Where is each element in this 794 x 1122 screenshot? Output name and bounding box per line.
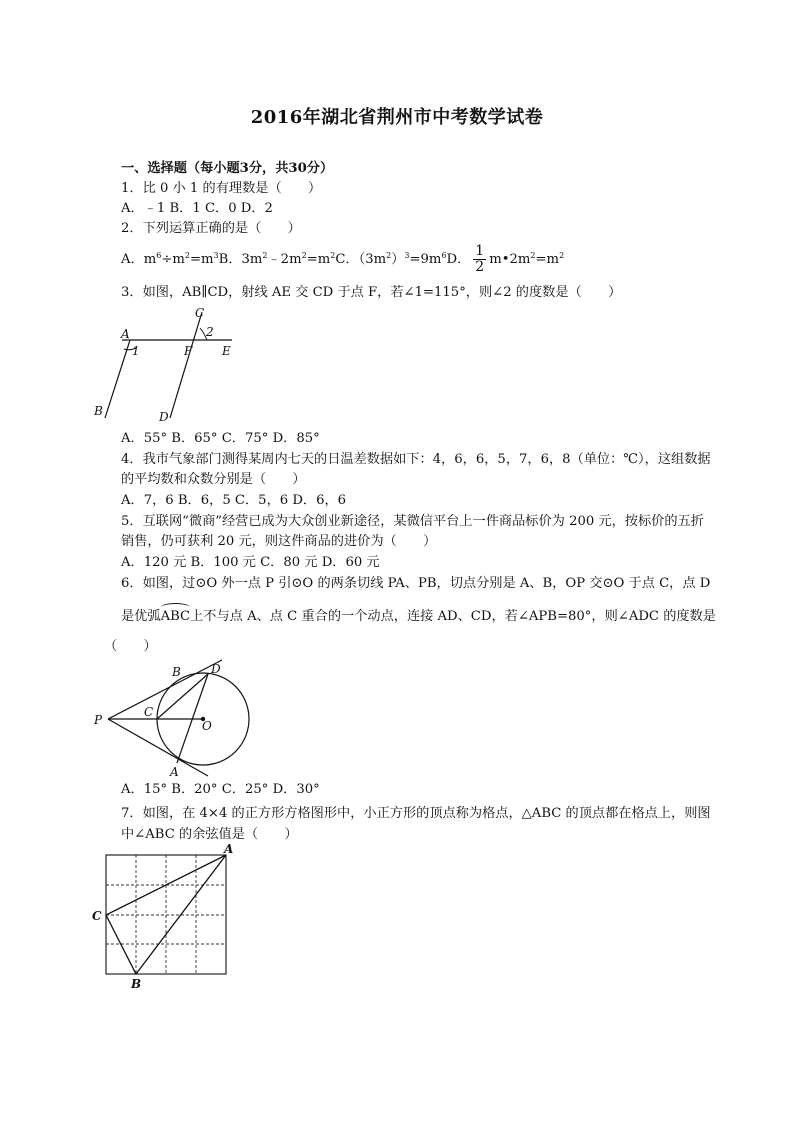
question-5-line-2: 销售，仍可获利 20 元，则这件商品的进价为（ ） bbox=[121, 534, 437, 549]
q2-c3-sup: 6 bbox=[441, 251, 447, 260]
q2-b2-sup: 2 bbox=[301, 251, 307, 260]
figure-q6-circle-tangents bbox=[90, 658, 260, 780]
figure-q3-parallel-lines bbox=[90, 300, 250, 428]
label-a: A bbox=[170, 765, 179, 779]
label-a: A bbox=[121, 327, 130, 341]
q2-a-text: A．m bbox=[121, 252, 157, 267]
q2-b3-sup: 2 bbox=[330, 251, 336, 260]
q2-d2-sup: 2 bbox=[530, 251, 536, 260]
q2-c-text: C．（3m bbox=[335, 252, 387, 267]
question-6-line-1: 6．如图，过⊙O 外一点 P 引⊙O 的两条切线 PA、PB，切点分别是 A、B，OP 交⊙O 于点 C，点 D bbox=[121, 576, 711, 591]
q6-line2-prefix: 是优弧 bbox=[121, 609, 161, 624]
grid-dashed bbox=[106, 855, 226, 974]
q2-a-sup: 6 bbox=[156, 251, 162, 260]
question-1-options: A．﹣1 B．1 C．0 D．2 bbox=[121, 201, 273, 216]
question-6-options: A．15° B．20° C．25° D．30° bbox=[121, 782, 320, 797]
q2-a2-sup: 2 bbox=[184, 251, 190, 260]
q2-c2-text: ） bbox=[391, 252, 405, 267]
tangent-pb bbox=[108, 660, 222, 719]
q2-d3-sup: 2 bbox=[559, 251, 565, 260]
fraction-numerator: 1 bbox=[475, 243, 485, 259]
label-b: B bbox=[94, 404, 103, 418]
line-cd bbox=[170, 312, 202, 418]
page-title: 2016年湖北省荆州市中考数学试卷 bbox=[250, 107, 544, 128]
question-6-line-2 bbox=[121, 608, 716, 626]
fraction bbox=[473, 244, 486, 275]
q2-b-text: B．3m bbox=[218, 252, 263, 267]
label-c: C bbox=[195, 306, 205, 320]
figure-q7-grid-triangle bbox=[88, 842, 248, 992]
question-3-options: A．55° B．65° C．75° D．85° bbox=[121, 431, 320, 446]
q2-a3-sup: 3 bbox=[213, 251, 219, 260]
label-f: F bbox=[184, 344, 193, 358]
fraction-denominator: 2 bbox=[475, 259, 485, 275]
label-angle-2: 2 bbox=[206, 325, 214, 339]
label-e: E bbox=[222, 344, 231, 358]
question-2-options bbox=[121, 244, 564, 275]
label-d: D bbox=[159, 410, 169, 424]
q2-b2-text: ﹣2m bbox=[267, 252, 302, 267]
label-c: C bbox=[92, 909, 102, 923]
question-7-line-1: 7．如图，在 4×4 的正方形方格图形中，小正方形的顶点称为格点，△ABC 的顶点都在格点上，则图 bbox=[121, 806, 711, 821]
question-6-line-3: （ ） bbox=[104, 639, 157, 654]
question-1-stem: 1．比 0 小 1 的有理数是（ ） bbox=[121, 181, 322, 196]
q2-c3-text: =9m bbox=[409, 252, 442, 267]
section-heading: 一、选择题（每小题3分，共30分） bbox=[121, 161, 334, 176]
question-2-stem: 2．下列运算正确的是（ ） bbox=[121, 221, 301, 236]
label-c: C bbox=[144, 705, 154, 719]
question-4-line-1: 4．我市气象部门测得某周内七天的日温差数据如下：4，6，6，5，7，6，8（单位：℃），这组数据 bbox=[121, 452, 711, 467]
q2-b3-text: =m bbox=[306, 252, 331, 267]
label-b: B bbox=[172, 665, 181, 679]
question-7-line-2: 中∠ABC 的余弦值是（ ） bbox=[121, 827, 298, 842]
q2-d2-text: m•2m bbox=[489, 252, 531, 267]
label-d: D bbox=[211, 662, 221, 676]
label-angle-1: 1 bbox=[132, 344, 140, 358]
q2-b-sup: 2 bbox=[262, 251, 268, 260]
label-b: B bbox=[131, 977, 142, 991]
question-5-line-1: 5．互联网“微商”经营已成为大众创业新途径，某微信平台上一件商品标价为 200 元，按标价的五折 bbox=[121, 514, 704, 529]
question-4-line-2: 的平均数和众数分别是（ ） bbox=[121, 472, 306, 487]
question-4-options: A．7，6 B．6，5 C．5，6 D．6，6 bbox=[121, 493, 347, 508]
q2-c2-sup: 3 bbox=[404, 251, 410, 260]
line-ab bbox=[105, 340, 130, 418]
label-o: O bbox=[202, 719, 212, 733]
label-a: A bbox=[224, 842, 234, 856]
q6-line2-suffix: 上不与点 A、点 C 重合的一个动点，连接 AD、CD，若∠APB=80°，则∠ADC 的度数是 bbox=[190, 609, 716, 624]
question-5-options: A．120 元 B．100 元 C．80 元 D．60 元 bbox=[121, 555, 380, 570]
q2-d-text: D． bbox=[446, 252, 471, 267]
label-p: P bbox=[94, 713, 103, 727]
q2-d3-text: =m bbox=[535, 252, 560, 267]
q2-a2-text: ÷m bbox=[161, 252, 185, 267]
q2-c-sup: 2 bbox=[386, 251, 392, 260]
question-3-stem: 3．如图，AB∥CD，射线 AE 交 CD 于点 F，若∠1=115°，则∠2 的度数是（ ） bbox=[121, 285, 622, 300]
q2-a3-text: =m bbox=[189, 252, 214, 267]
arc-abc: ABC bbox=[160, 609, 191, 624]
